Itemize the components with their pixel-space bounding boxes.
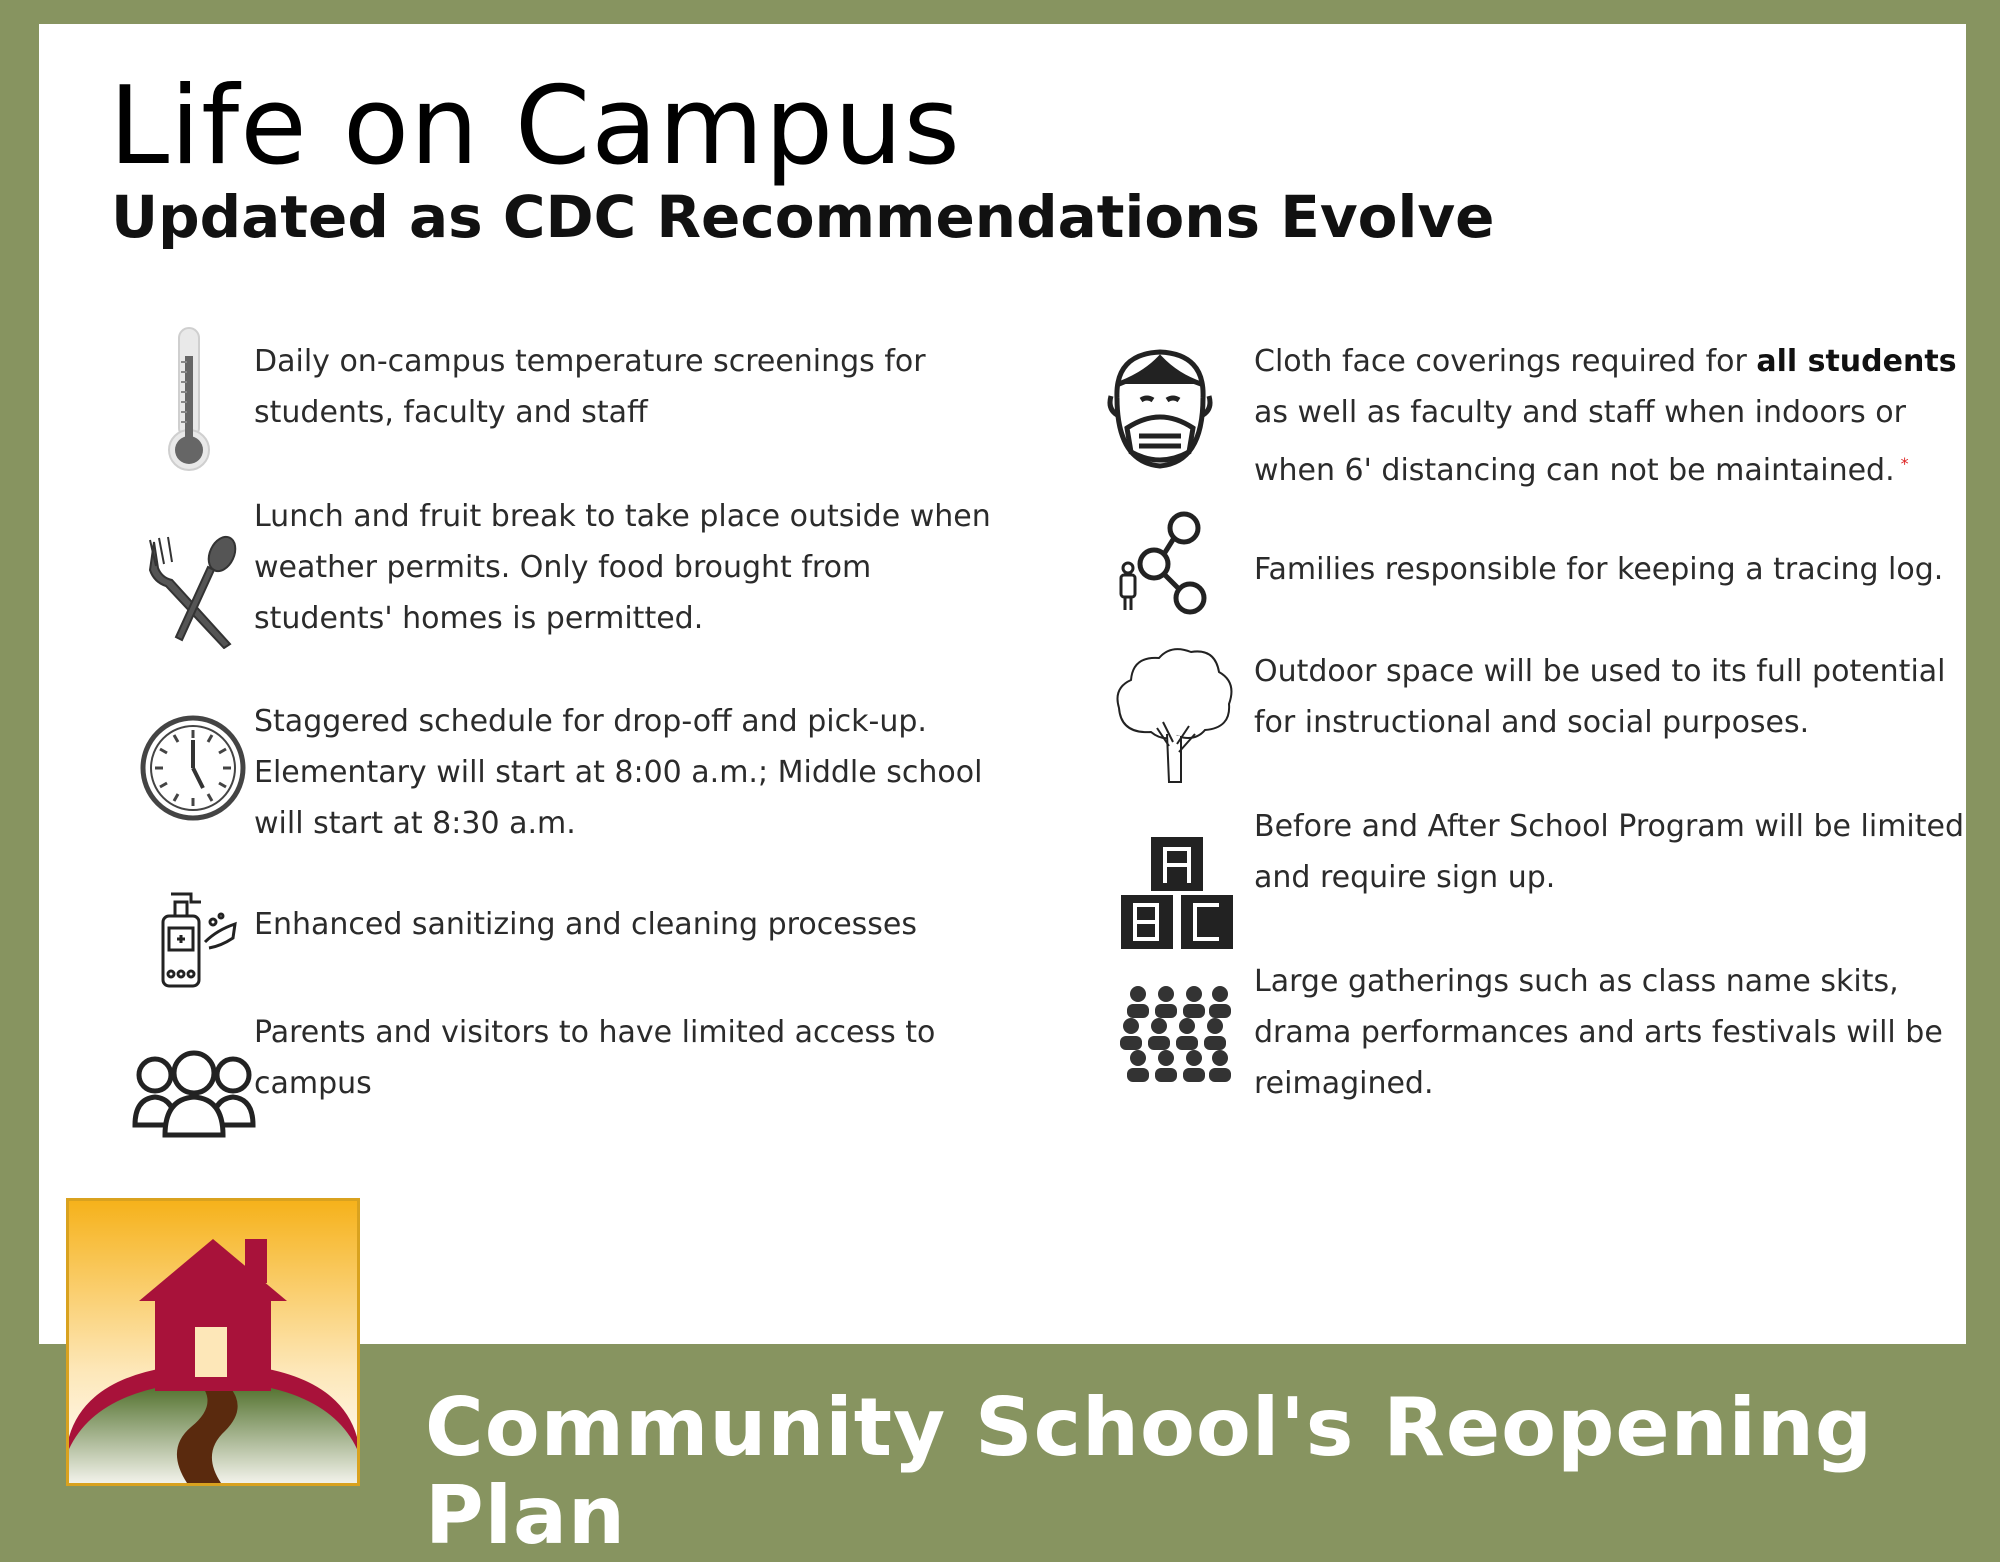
asterisk-mark: * bbox=[1900, 454, 1909, 473]
fork-spoon-icon bbox=[144, 534, 244, 653]
list-item-visitors bbox=[99, 999, 1059, 1139]
list-item-lunch bbox=[99, 479, 1059, 649]
text-after: as well as faculty and staff when indoors or when 6' distancing can not be maintained. bbox=[1254, 395, 1906, 488]
page-subtitle: Updated as CDC Recommendations Evolve bbox=[111, 183, 1495, 251]
item-text: Outdoor space will be used to its full potential for instructional and social purposes. bbox=[1254, 654, 1946, 740]
list-item-sanitizing bbox=[99, 884, 1059, 994]
list-item-outdoor bbox=[1069, 634, 1969, 804]
face-mask-icon bbox=[1105, 344, 1215, 476]
list-item-gatherings bbox=[1069, 944, 1969, 1114]
text-before: Cloth face coverings required for bbox=[1254, 344, 1757, 379]
item-text: Staggered schedule for drop-off and pick-up. Elementary will start at 8:00 a.m.; Middle school will start at 8:30 a.m. bbox=[254, 704, 983, 841]
tree-icon bbox=[1111, 642, 1239, 790]
school-house-logo bbox=[66, 1198, 360, 1486]
item-text: Before and After School Program will be limited and require sign up. bbox=[1254, 809, 1965, 895]
list-item-face-coverings bbox=[1069, 324, 1969, 494]
list-item-temperature bbox=[99, 324, 1059, 484]
item-text: Daily on-campus temperature screenings for students, faculty and staff bbox=[254, 344, 926, 430]
item-text bbox=[1254, 336, 1974, 496]
group-icon bbox=[131, 1049, 257, 1143]
footer-title: Community School's Reopening Plan bbox=[425, 1381, 1874, 1562]
item-text: Large gatherings such as class name skits, drama performances and arts festivals will be reimagined. bbox=[1254, 964, 1943, 1101]
list-item-tracing bbox=[1069, 504, 1969, 624]
content-card bbox=[39, 24, 1966, 1344]
abc-blocks-icon bbox=[1121, 837, 1233, 953]
list-item-after-school bbox=[1069, 789, 1969, 939]
text-emphasis: all students bbox=[1756, 344, 1957, 379]
page-title: Life on Campus bbox=[109, 64, 961, 189]
list-item-schedule bbox=[99, 684, 1059, 854]
item-text: Families responsible for keeping a tracing log. bbox=[1254, 552, 1944, 587]
thermometer-icon bbox=[167, 326, 211, 478]
item-text: Lunch and fruit break to take place outside when weather permits. Only food brought from students' homes is permitted. bbox=[254, 499, 991, 636]
audience-icon bbox=[1119, 984, 1233, 1094]
clock-icon bbox=[139, 714, 247, 826]
item-text: Enhanced sanitizing and cleaning processes bbox=[254, 907, 918, 942]
item-text: Parents and visitors to have limited access to campus bbox=[254, 1015, 936, 1101]
tracing-icon bbox=[1114, 510, 1224, 624]
sanitizer-icon bbox=[157, 890, 239, 994]
